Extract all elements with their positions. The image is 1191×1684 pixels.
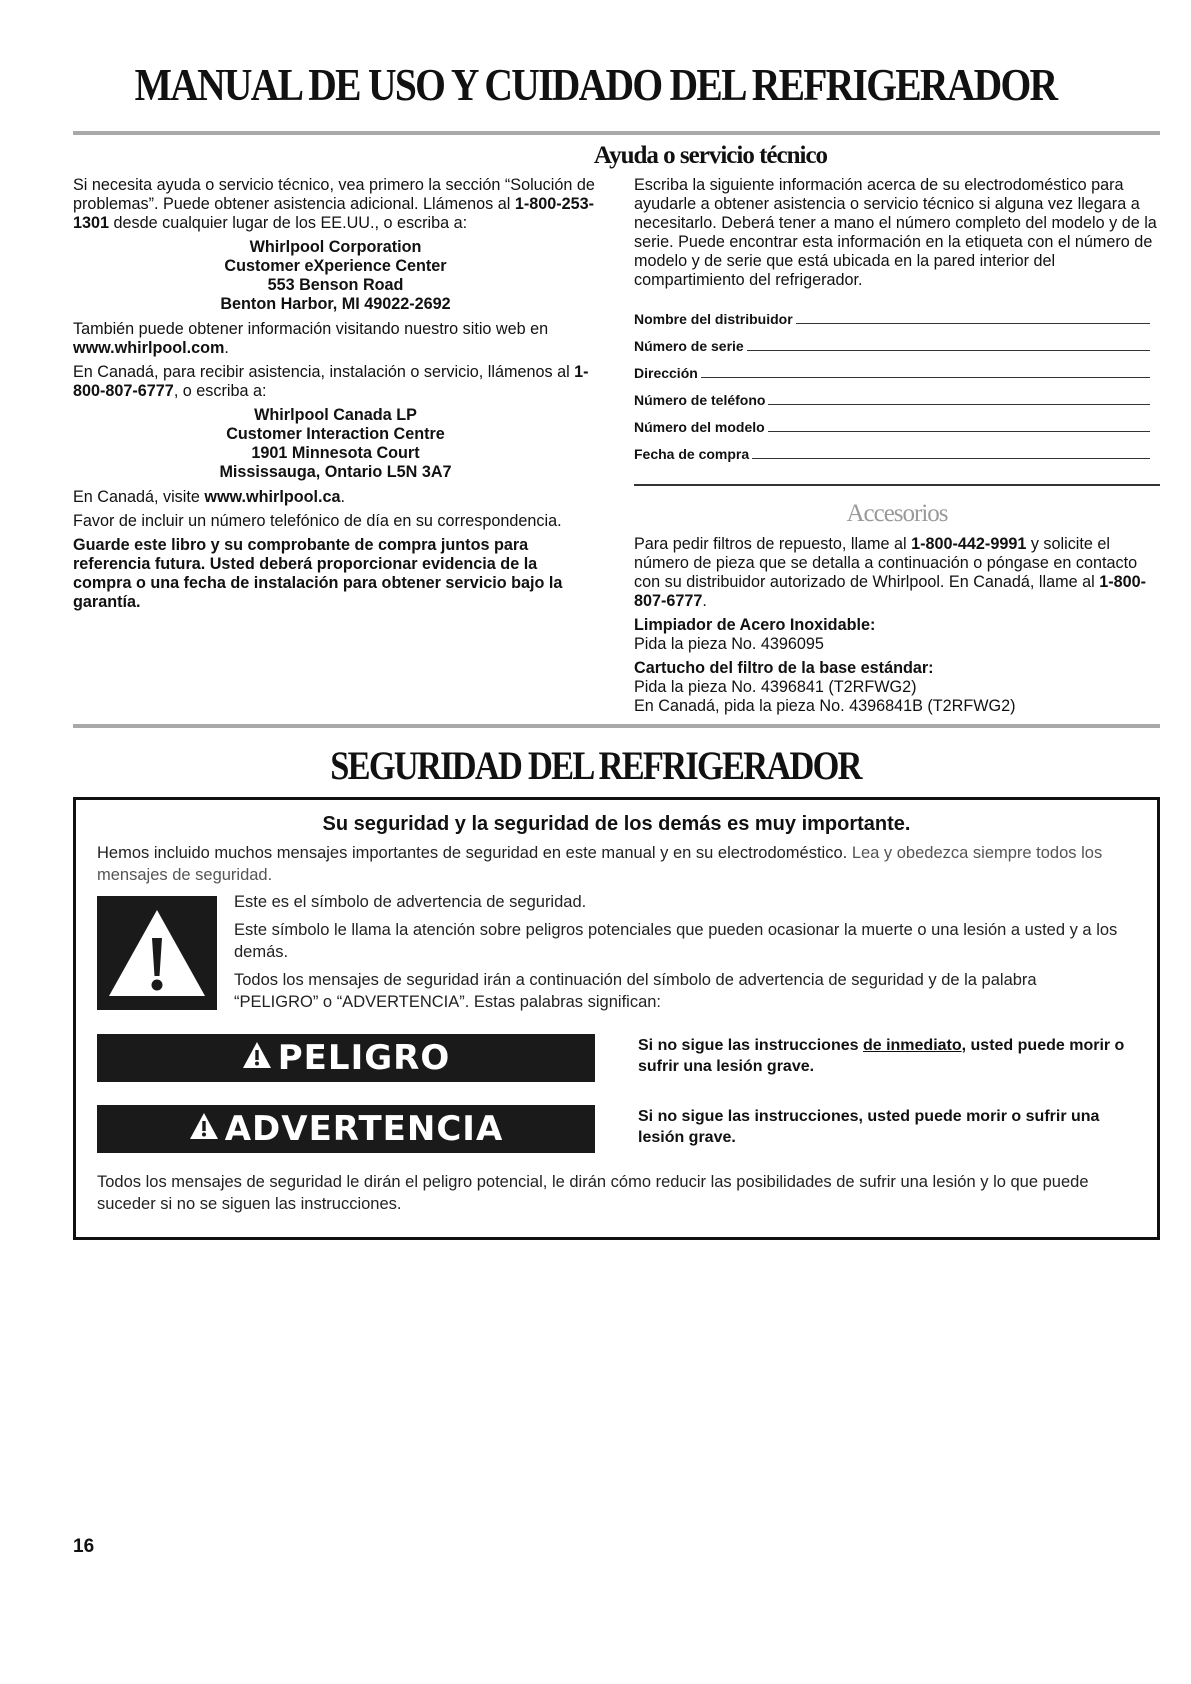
title-rule (73, 131, 1160, 135)
us-address-line: Benton Harbor, MI 49022-2692 (220, 295, 451, 313)
safety-title: SEGURIDAD DEL REFRIGERADOR (330, 743, 861, 788)
canada-website-text: En Canadá, visite (73, 488, 205, 506)
form-label: Número del modelo (634, 419, 765, 435)
danger-description (638, 1035, 1138, 1077)
form-label: Dirección (634, 365, 698, 381)
record-info-intro: Escriba la siguiente información acerca de su electrodoméstico para ayudarle a obtener asistencia o servicio técnico si alguna vez llegara a necesitarlo. Deberá tener a mano el número completo del modelo y de la serie. Puede encontrar esta información en la etiqueta con el número de modelo y de serie que está ubicada en la pared interior del compartimiento del refrigerador. (634, 176, 1157, 289)
accessory-title: Cartucho del filtro de la base estándar: (634, 659, 934, 677)
us-address-line: 553 Benson Road (267, 276, 404, 294)
keep-book-note: Guarde este libro y su comprobante de compra juntos para referencia futura. Usted deberá proporcionar evidencia de la compra o una fecha de instalación para obtener servicio bajo la garantía. (73, 536, 563, 611)
canada-website-link[interactable]: www.whirlpool.ca (204, 488, 341, 506)
website-paragraph (73, 320, 598, 358)
help-right-column (634, 176, 1160, 295)
accessory-part: Pida la pieza No. 4396841 (T2RFWG2) (634, 678, 917, 696)
canada-text-end: , o escriba a: (173, 382, 267, 400)
symbol-text-2: Este símbolo le llama la atención sobre peligros potenciales que pueden ocasionar la muerte o una lesión a usted y a los demás. (234, 921, 1118, 961)
website-text: También puede obtener información visitando nuestro sitio web en (73, 320, 549, 338)
us-address-line: Customer eXperience Center (224, 257, 447, 275)
help-intro (73, 176, 598, 233)
help-heading: Ayuda o servicio técnico (593, 142, 828, 169)
danger-text-end: , usted puede morir o sufrir una lesión grave. (638, 1037, 1125, 1075)
danger-alert-icon (242, 1038, 272, 1078)
form-row-dealer (634, 300, 1150, 327)
model-line[interactable] (768, 431, 1150, 432)
form-row-address (634, 354, 1150, 381)
canada-address-line: Whirlpool Canada LP (254, 406, 417, 424)
form-end-rule (634, 484, 1160, 486)
form-row-phone (634, 381, 1150, 408)
help-left-column (73, 176, 598, 617)
warning-alert-icon (189, 1109, 219, 1149)
accessories-text: Para pedir filtros de repuesto, llame al (634, 535, 912, 553)
address-line[interactable] (701, 377, 1150, 378)
accessories-text-mid: y solicite el número de pieza que se detalla a continuación o póngase en contacto con su distribuidor autorizado de Whirlpool. En Canadá, llame al (634, 535, 1138, 591)
danger-label: PELIGRO (277, 1038, 451, 1078)
safety-intro-text: Hemos incluido muchos mensajes importantes de seguridad en este manual y en su electrodoméstico. (97, 844, 852, 862)
page-title: MANUAL DE USO Y CUIDADO DEL REFRIGERADOR (134, 59, 1057, 110)
danger-text-underlined: de inmediato (862, 1037, 962, 1054)
symbol-text-3: Todos los mensajes de seguridad irán a continuación del símbolo de advertencia de seguridad y de la palabra “PELIGRO” o “ADVERTENCIA”. Estas palabras significan: (234, 971, 1037, 1011)
us-address-line: Whirlpool Corporation (249, 238, 422, 256)
help-intro-text: Si necesita ayuda o servicio técnico, vea primero la sección “Solución de problemas”. Puede obtener asistencia adicional. Llámenos al (73, 176, 595, 213)
canada-text: En Canadá, para recibir asistencia, instalación o servicio, llámenos al (73, 363, 575, 381)
dealer-line[interactable] (796, 323, 1150, 324)
phone-note: Favor de incluir un número telefónico de día en su correspondencia. (73, 512, 562, 530)
safety-box-heading: Su seguridad y la seguridad de los demás es muy importante. (322, 813, 911, 835)
accessory-part-canada: En Canadá, pida la pieza No. 4396841B (T2RFWG2) (634, 697, 1016, 715)
form-label: Nombre del distribuidor (634, 311, 793, 327)
us-phone: 1-800-253-1301 (73, 195, 595, 232)
accessories-body (634, 535, 1160, 716)
form-row-serial (634, 327, 1150, 354)
accessory-part: Pida la pieza No. 4396095 (634, 635, 824, 653)
phone-line[interactable] (768, 404, 1150, 405)
canada-address-line: Customer Interaction Centre (226, 425, 445, 443)
canada-website-text-end: . (340, 488, 345, 506)
accessories-heading: Accesorios (846, 500, 948, 527)
purchase-date-line[interactable] (752, 458, 1150, 459)
page-number: 16 (73, 1536, 95, 1557)
canada-paragraph (73, 363, 598, 401)
us-address (73, 238, 598, 314)
canada-website-paragraph (73, 488, 598, 507)
form-label: Fecha de compra (634, 446, 750, 462)
website-text-end: . (224, 339, 229, 357)
help-intro-text-end: desde cualquier lugar de los EE.UU., o escriba a: (109, 214, 468, 232)
accessory-item-cleaner (634, 616, 1160, 654)
form-label: Número de serie (634, 338, 744, 354)
form-row-model (634, 408, 1150, 435)
canada-address-line: Mississauga, Ontario L5N 3A7 (219, 463, 452, 481)
symbol-explanation (234, 891, 1124, 1013)
serial-line[interactable] (747, 350, 1150, 351)
warning-label-box (97, 1105, 595, 1153)
accessories-canada-phone: 1-800-807-6777 (634, 573, 1146, 610)
safety-alert-icon (97, 896, 217, 1010)
danger-label-box (97, 1034, 595, 1082)
form-row-purchase-date (634, 435, 1150, 462)
danger-text: Si no sigue las instrucciones (638, 1037, 863, 1054)
accessories-intro (634, 535, 1160, 611)
us-website-link[interactable]: www.whirlpool.com (73, 339, 225, 357)
safety-footer: Todos los mensajes de seguridad le dirán el peligro potencial, le dirán cómo reducir las posibilidades de sufrir una lesión y lo que puede suceder si no se siguen las instrucciones. (97, 1173, 1089, 1213)
accessories-phone: 1-800-442-9991 (911, 535, 1027, 553)
record-form (634, 300, 1150, 462)
accessory-title: Limpiador de Acero Inoxidable: (634, 616, 876, 634)
canada-address-line: 1901 Minnesota Court (251, 444, 420, 462)
warning-description: Si no sigue las instrucciones, usted puede morir o sufrir una lesión grave. (638, 1108, 1100, 1146)
section-rule (73, 724, 1160, 728)
safety-intro-text-grey: Lea y obedezca siempre todos los mensajes de seguridad. (97, 844, 1103, 884)
symbol-text-1: Este es el símbolo de advertencia de seguridad. (234, 893, 587, 911)
canada-phone: 1-800-807-6777 (73, 363, 589, 400)
form-label: Número de teléfono (634, 392, 766, 408)
safety-intro (97, 842, 1137, 886)
canada-address (73, 406, 598, 482)
accessory-item-filter (634, 659, 1160, 716)
accessories-text-end: . (702, 592, 707, 610)
warning-label: ADVERTENCIA (224, 1109, 504, 1149)
